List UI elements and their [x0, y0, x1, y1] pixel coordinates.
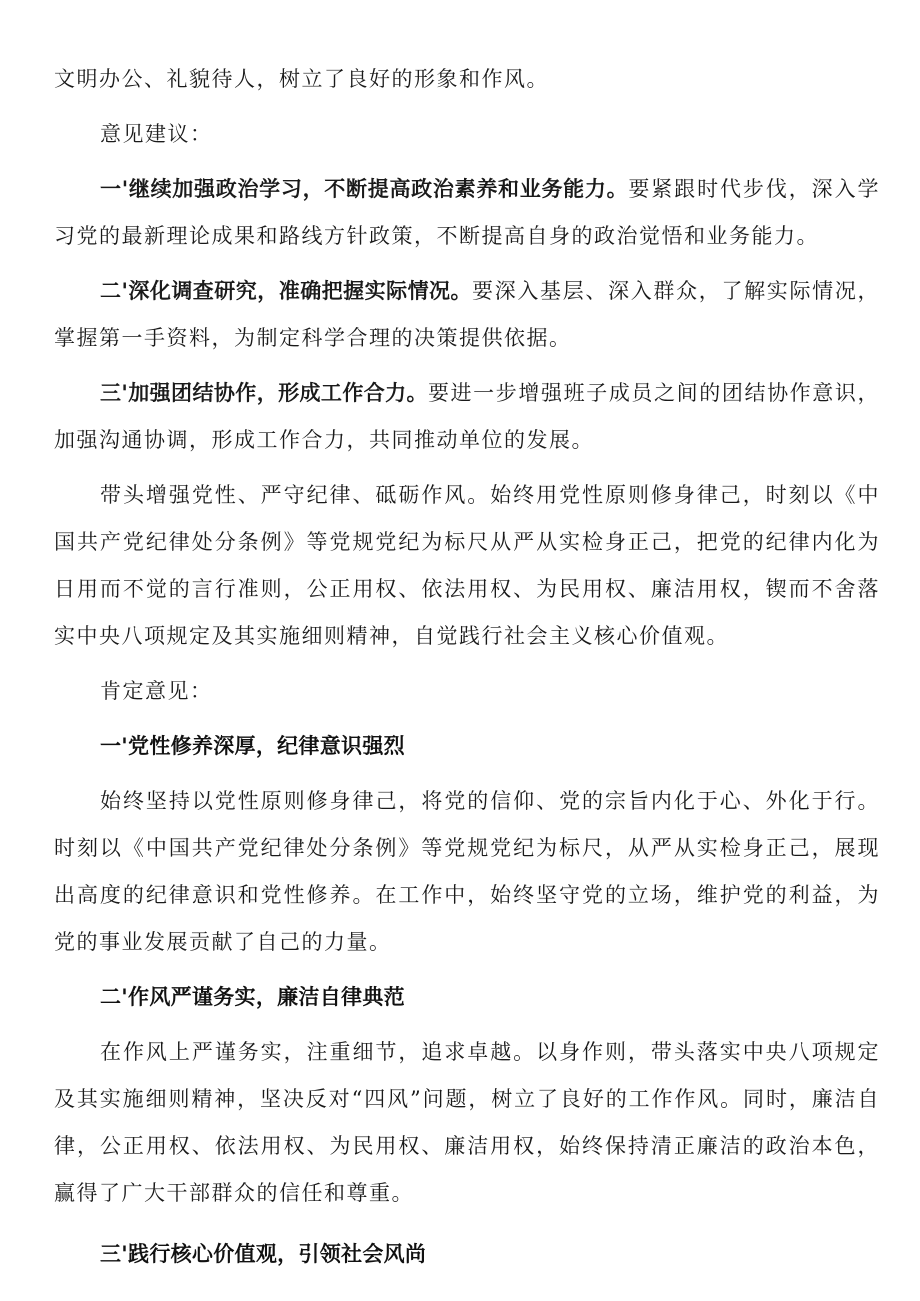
- suggestion-item-1-text: 要紧跟时代步伐，深入学习党的最新理论成果和路线方针政策，不断提高自身的政治觉悟和业务能力。: [54, 177, 881, 248]
- document-body: [54, 56, 880, 1278]
- affirmation-heading-2: 二'作风严谨务实，廉洁自律典范: [100, 985, 405, 1009]
- suggestion-item-2-text: 要深入基层、深入群众，了解实际情况，掌握第一手资料，为制定科学合理的决策提供依据。: [54, 279, 881, 350]
- affirmation-heading-3: 三'践行核心价值观，引领社会风尚: [100, 1242, 427, 1266]
- suggestion-item-2: [54, 268, 880, 362]
- affirmation-paragraph-2: 在作风上严谨务实，注重细节，追求卓越。以身作则，带头落实中央八项规定及其实施细则精神，坚决反对“四风”问题，树立了良好的工作作风。同时，廉洁自律，公正用权、依法用权、为民用权、廉洁用权，始终保持清正廉洁的政治本色，赢得了广大干部群众的信任和尊重。: [54, 1040, 880, 1205]
- suggestion-item-2-title: 二'深化调查研究，准确把握实际情况。: [100, 279, 473, 303]
- suggestion-item-3-title: 三'加强团结协作，形成工作合力。: [100, 381, 428, 405]
- suggestions-label: 意见建议：: [100, 122, 213, 146]
- suggestion-item-3-text: 要进一步增强班子成员之间的团结协作意识，加强沟通协调，形成工作合力，共同推动单位的发展。: [54, 381, 880, 452]
- discipline-paragraph: 带头增强党性、严守纪律、砥砺作风。始终用党性原则修身律己，时刻以《中国共产党纪律处分条例》等党规党纪为标尺从严从实检身正己，把党的纪律内化为日用而不觉的言行准则，公正用权、依法用权、为民用权、廉洁用权，锲而不舍落实中央八项规定及其实施细则精神，自觉践行社会主义核心价值观。: [54, 483, 880, 648]
- suggestion-item-3: [54, 370, 880, 464]
- affirmation-label: 肯定意见：: [100, 679, 213, 703]
- affirmation-heading-1: 一'党性修养深厚，纪律意识强烈: [100, 734, 405, 758]
- suggestion-item-1: [54, 166, 880, 260]
- affirmation-paragraph-1: 始终坚持以党性原则修身律己，将党的信仰、党的宗旨内化于心、外化于行。时刻以《中国共产党纪律处分条例》等党规党纪为标尺，从严从实检身正己，展现出高度的纪律意识和党性修养。在工作中，始终坚守党的立场，维护党的利益，为党的事业发展贡献了自己的力量。: [54, 789, 880, 954]
- suggestion-item-1-title: 一'继续加强政治学习，不断提高政治素养和业务能力。: [100, 177, 629, 201]
- paragraph-continuation: 文明办公、礼貌待人，树立了良好的形象和作风。: [54, 67, 549, 91]
